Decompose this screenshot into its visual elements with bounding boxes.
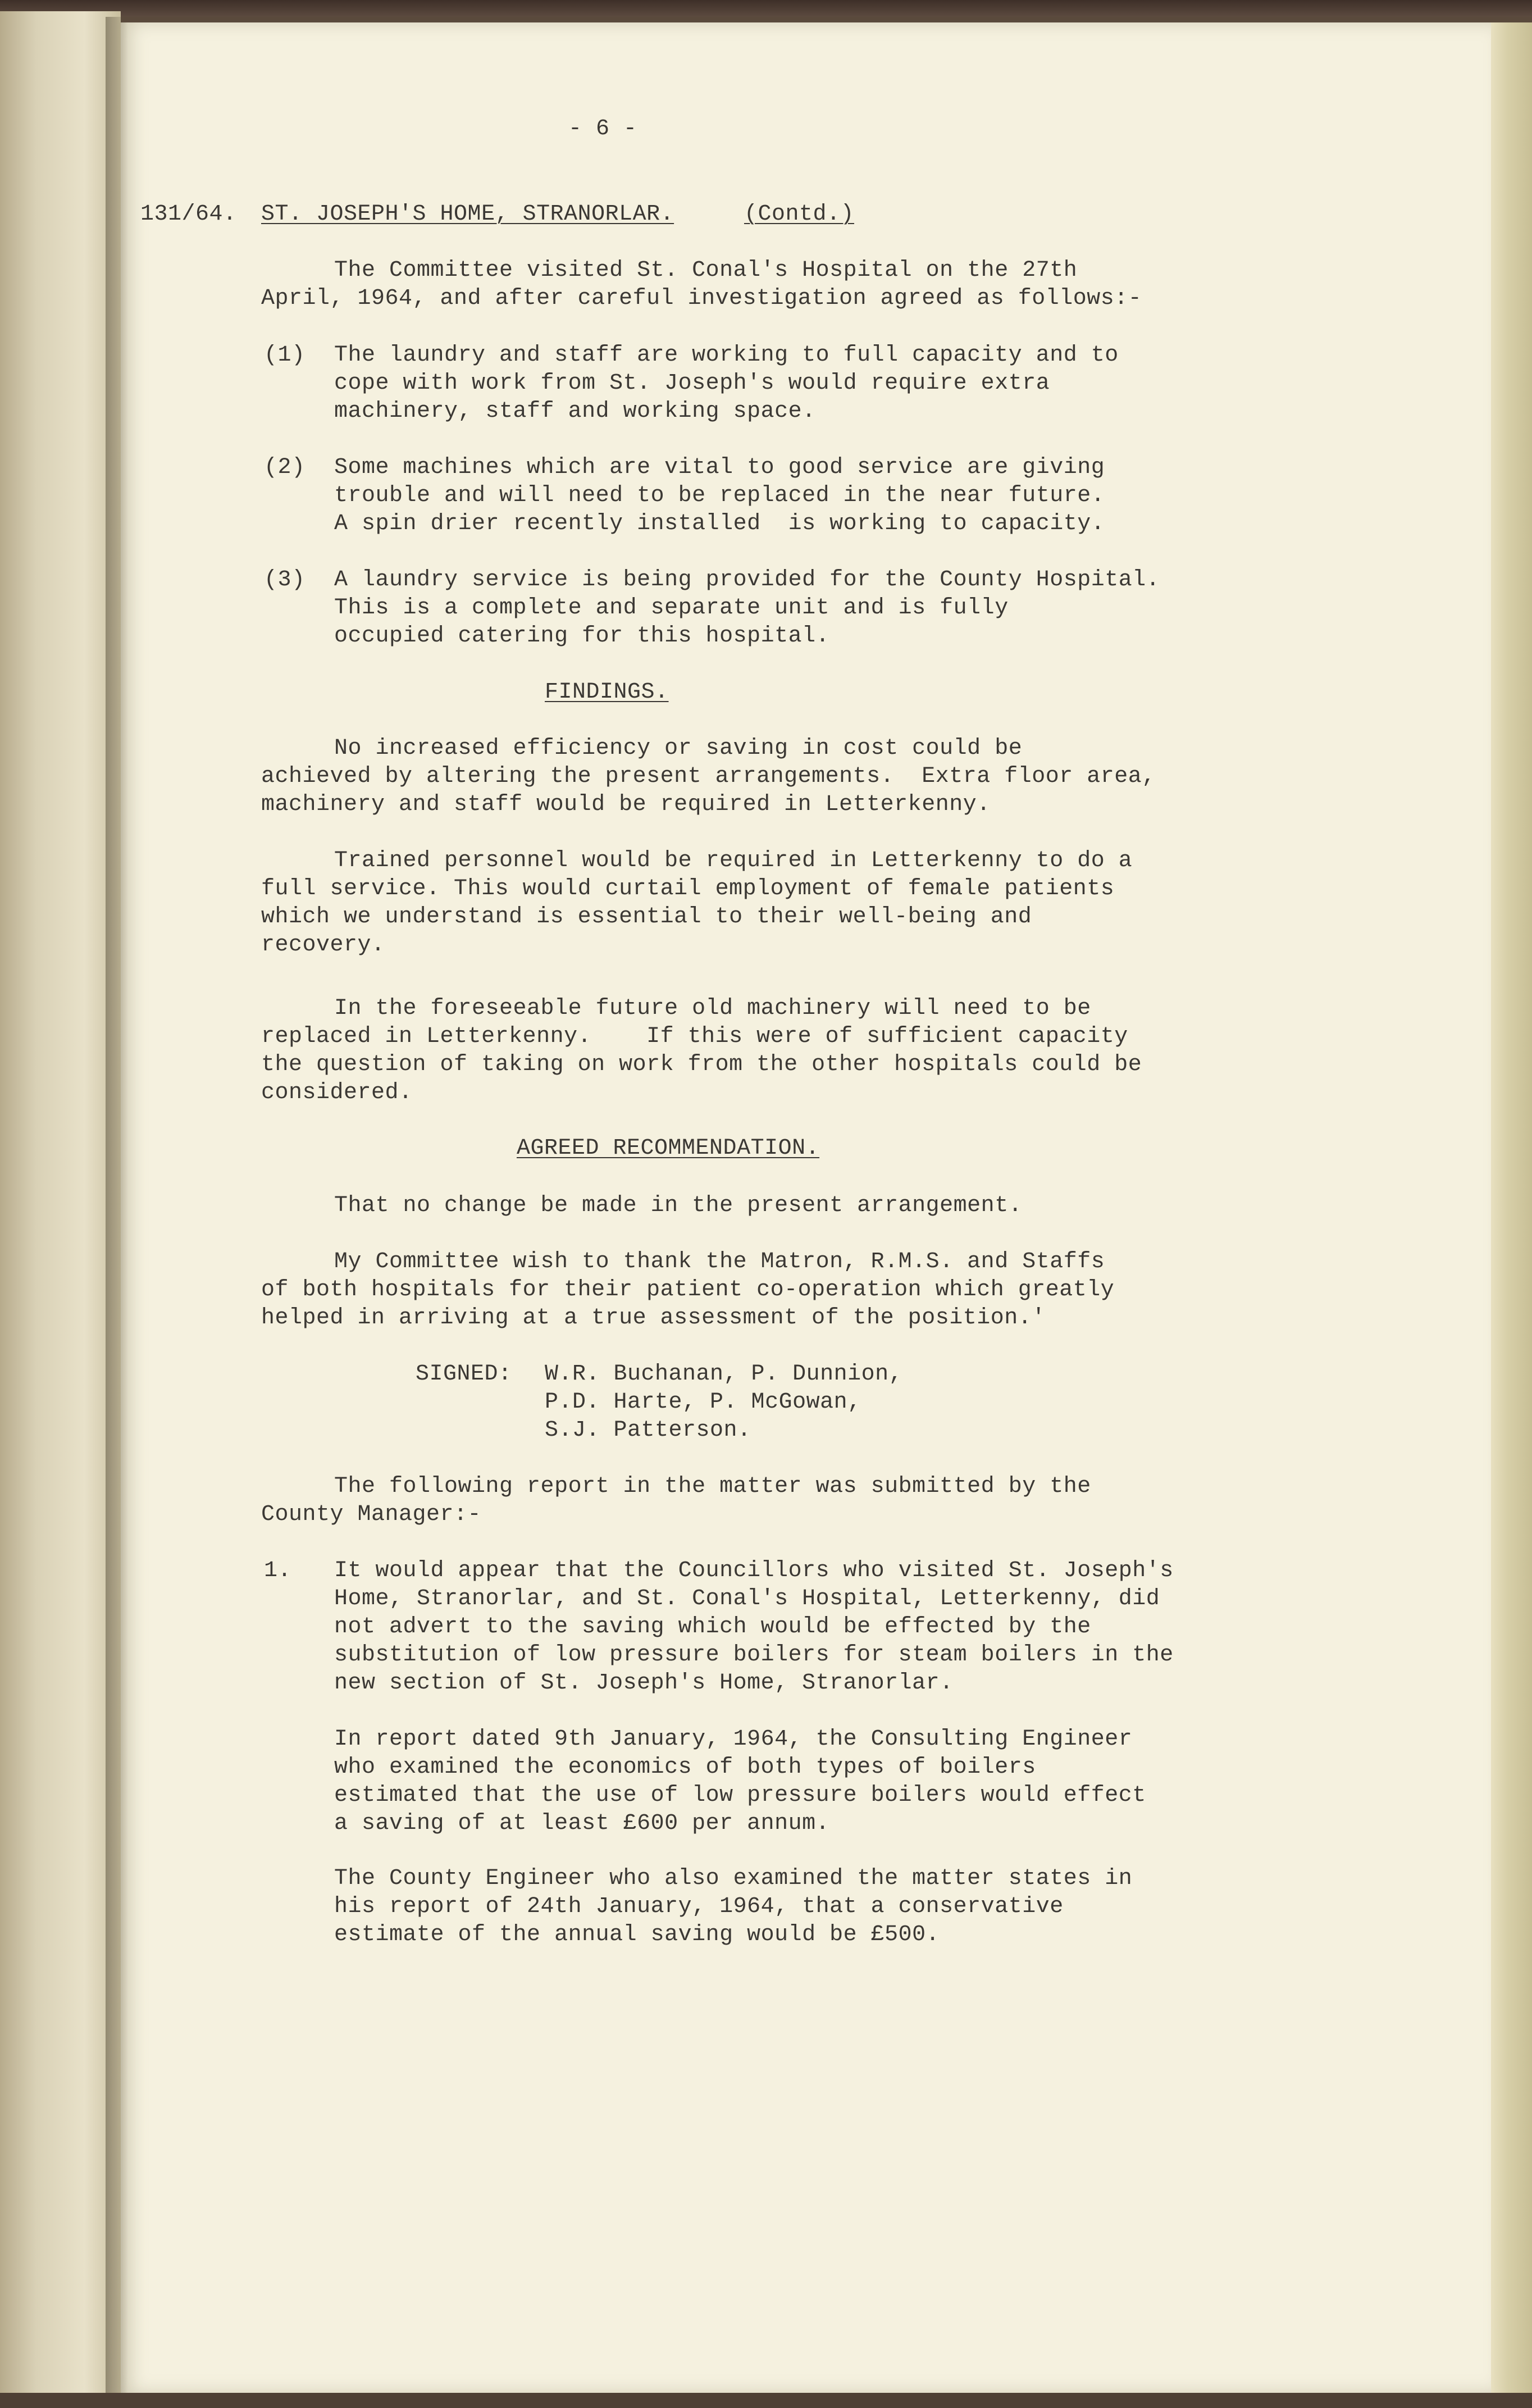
- manager-item-number: 1.: [264, 1558, 292, 1583]
- thanks-line: My Committee wish to thank the Matron, R.M.S. and Staffs: [334, 1249, 1105, 1274]
- intro-line: April, 1964, and after careful investigation agreed as follows:-: [261, 286, 1142, 311]
- manager-line: not advert to the saving which would be effected by the: [334, 1614, 1091, 1640]
- scan-bottom-border: [0, 2393, 1532, 2408]
- item-number: (1): [264, 343, 306, 368]
- manager-line: Home, Stranorlar, and St. Conal's Hospital, Letterkenny, did: [334, 1586, 1160, 1612]
- signatory-line: W.R. Buchanan, P. Dunnion,: [545, 1362, 903, 1387]
- manager-line: estimated that the use of low pressure boilers would effect: [334, 1783, 1146, 1808]
- item-line: cope with work from St. Joseph's would require extra: [334, 371, 1050, 396]
- manager-line: It would appear that the Councillors who visited St. Joseph's: [334, 1558, 1174, 1583]
- findings-line: machinery and staff would be required in Letterkenny.: [261, 792, 991, 817]
- findings-line: considered.: [261, 1080, 413, 1105]
- minute-number: 131/64.: [140, 202, 237, 227]
- manager-line: who examined the economics of both types of boilers: [334, 1755, 1036, 1780]
- manager-line: The County Engineer who also examined the matter states in: [334, 1866, 1133, 1891]
- findings-line: Trained personnel would be required in Letterkenny to do a: [334, 848, 1133, 873]
- manager-line: a saving of at least £600 per annum.: [334, 1811, 830, 1836]
- minute-title: ST. JOSEPH'S HOME, STRANORLAR.: [261, 202, 674, 227]
- signatory-line: P.D. Harte, P. McGowan,: [545, 1390, 861, 1415]
- thanks-line: of both hospitals for their patient co-operation which greatly: [261, 1277, 1115, 1303]
- manager-line: In report dated 9th January, 1964, the Consulting Engineer: [334, 1727, 1133, 1752]
- item-number: (3): [264, 567, 306, 593]
- findings-heading: FINDINGS.: [545, 680, 669, 705]
- minute-contd: (Contd.): [744, 202, 855, 227]
- page-number: - 6 -: [568, 116, 637, 142]
- findings-line: replaced in Letterkenny. If this were of sufficient capacity: [261, 1024, 1128, 1049]
- item-number: (2): [264, 455, 306, 480]
- findings-line: No increased efficiency or saving in cost could be: [334, 736, 1023, 761]
- recommendation-heading: AGREED RECOMMENDATION.: [517, 1136, 820, 1161]
- item-line: Some machines which are vital to good service are giving: [334, 455, 1105, 480]
- manager-intro-line: County Manager:-: [261, 1502, 482, 1527]
- intro-line: The Committee visited St. Conal's Hospital on the 27th: [334, 258, 1078, 283]
- manager-intro-line: The following report in the matter was submitted by the: [334, 1474, 1091, 1499]
- manager-line: estimate of the annual saving would be £500.: [334, 1922, 940, 1947]
- item-line: A spin drier recently installed is working to capacity.: [334, 511, 1105, 536]
- item-line: machinery, staff and working space.: [334, 399, 816, 424]
- item-line: A laundry service is being provided for the County Hospital.: [334, 567, 1160, 593]
- findings-line: achieved by altering the present arrangements. Extra floor area,: [261, 764, 1156, 789]
- binding-gutter: [106, 17, 128, 2398]
- manager-line: substitution of low pressure boilers for steam boilers in the: [334, 1642, 1174, 1668]
- manager-line: his report of 24th January, 1964, that a conservative: [334, 1894, 1064, 1919]
- item-line: trouble and will need to be replaced in the near future.: [334, 483, 1105, 508]
- thanks-line: helped in arriving at a true assessment of the position.': [261, 1305, 1046, 1331]
- item-line: occupied catering for this hospital.: [334, 623, 830, 649]
- item-line: The laundry and staff are working to full capacity and to: [334, 343, 1119, 368]
- manager-line: new section of St. Joseph's Home, Stranorlar.: [334, 1670, 954, 1696]
- facing-page-edge: [0, 11, 121, 2393]
- signatory-line: S.J. Patterson.: [545, 1418, 751, 1443]
- signed-label: SIGNED:: [416, 1362, 512, 1387]
- scan-top-border: [0, 0, 1532, 17]
- page-stack-edge: [1491, 22, 1532, 2393]
- findings-line: which we understand is essential to their well-being and: [261, 904, 1032, 930]
- findings-line: full service. This would curtail employment of female patients: [261, 876, 1115, 902]
- findings-line: the question of taking on work from the other hospitals could be: [261, 1052, 1142, 1077]
- item-line: This is a complete and separate unit and is fully: [334, 595, 1009, 621]
- findings-line: In the foreseeable future old machinery will need to be: [334, 996, 1091, 1021]
- findings-line: recovery.: [261, 932, 385, 958]
- recommendation-text: That no change be made in the present arrangement.: [334, 1193, 1023, 1218]
